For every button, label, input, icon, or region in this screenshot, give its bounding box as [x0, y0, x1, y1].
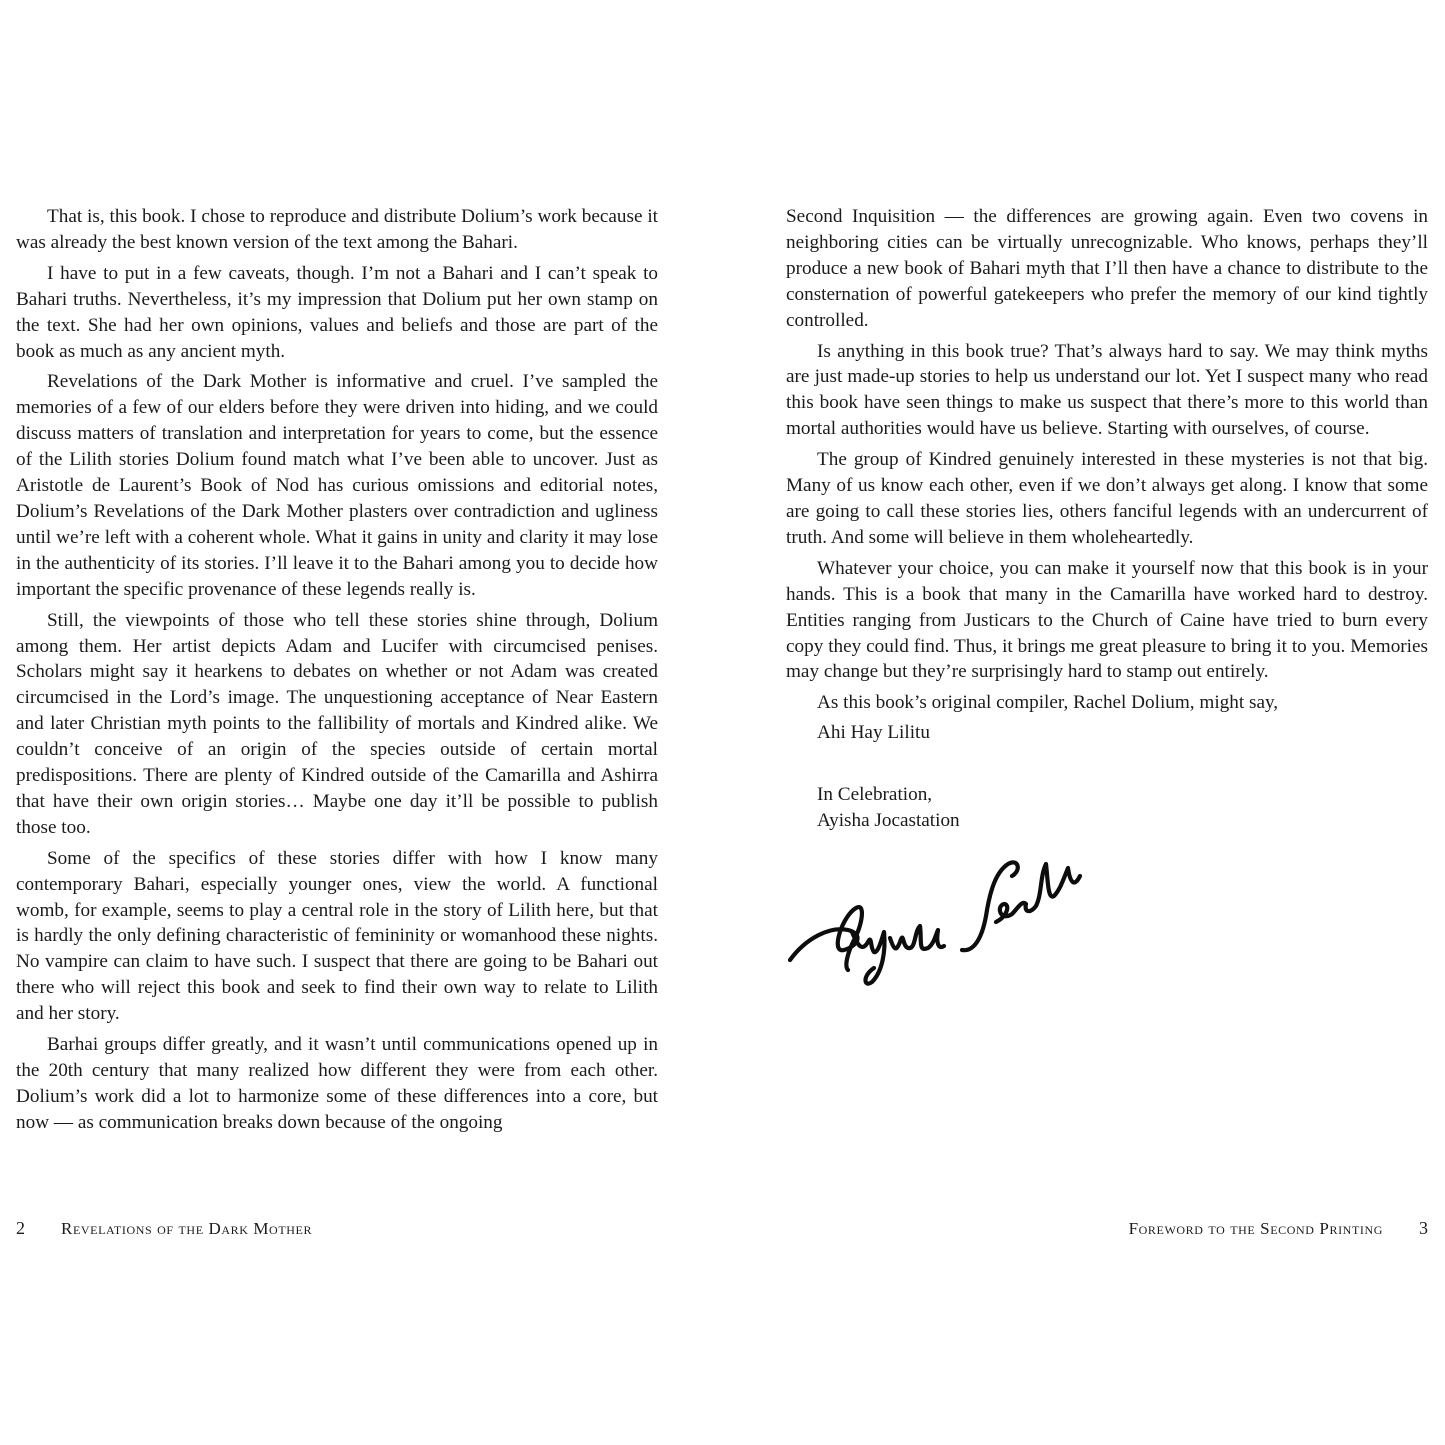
running-title: Foreword to the Second Printing: [1128, 1219, 1383, 1238]
salutation: Ahi Hay Lilitu: [817, 722, 930, 744]
handwritten-signature: [786, 842, 1096, 992]
paragraph: Barhai groups differ greatly, and it wasn’t until communications opened up in the 20th century that many realized how different they were from each other. Dolium’s work did a lot to harmonize some of these differences into a core, but now — as communication breaks down because of the ongoing: [16, 1034, 658, 1133]
right-page: [786, 204, 1428, 834]
left-page: [16, 204, 658, 1141]
running-title: Revelations of the Dark Mother: [61, 1219, 313, 1238]
paragraph: Revelations of the Dark Mother is informative and cruel. I’ve sampled the memories of a few of our elders before they were driven into hiding, and we could discuss matters of translation and interpretation for years to come, but the essence of the Lilith stories Dolium found match what I’ve been able to uncover. Just as Aristotle de Laurent’s Book of Nod has curious omissions and editorial notes, Dolium’s Revelations of the Dark Mother plasters over contradiction and ugliness until we’re left with a coherent whole. What it gains in unity and clarity it may lose in the authenticity of its stories. I’ll leave it to the Bahari among you to decide how important the specific provenance of these legends really is.: [16, 371, 658, 600]
paragraph: I have to put in a few caveats, though. I’m not a Bahari and I can’t speak to Bahari truths. Nevertheless, it’s my impression that Dolium put her own stamp on the text. She had her own opinions, values and beliefs and those are part of the book as much as any ancient myth.: [16, 262, 658, 362]
signoff: In Celebration,: [817, 784, 933, 806]
paragraph: That is, this book. I chose to reproduce and distribute Dolium’s work because it was already the best known version of the text among the Bahari.: [16, 206, 658, 253]
signature-text: Ayisha Jocastation: [786, 990, 794, 991]
page-number: 3: [1419, 1218, 1428, 1238]
paragraph: Still, the viewpoints of those who tell these stories shine through, Dolium among them. Her artist depicts Adam and Lucifer with circumcised penises. Scholars might say it hearkens to debates on whether or not Adam was created circumcised in the Lord’s image. The unquestioning acceptance of Near Eastern and later Christian myth points to the fallibility of mortals and Kindred alike. We couldn’t conceive of an origin of the species outside of certain mortal predispositions. There are plenty of Kindred outside of the Camarilla and Ashirra that have their own origin stories… Maybe one day it’ll be possible to publish those too.: [16, 609, 658, 838]
paragraph: Whatever your choice, you can make it yourself now that this book is in your hands. This is a book that many in the Camarilla have worked hard to destroy. Entities ranging from Justicars to the Church of Caine have tried to burn every copy they could find. Thus, it brings me great pleasure to bring it to you. Memories may change but they’re surprisingly hard to stamp out entirely.: [786, 557, 1428, 683]
author-name: Ayisha Jocastation: [817, 810, 960, 832]
paragraph: Some of the specifics of these stories differ with how I know many contemporary Bahari, especially younger ones, view the world. A functional womb, for example, seems to play a central role in the story of Lilith here, but that is hardly the only defining characteristic of femininity or womanhood these nights. No vampire can claim to have such. I suspect that there are going to be Bahari out there who will reject this book and seek to find their own way to relate to Lilith and her story.: [16, 847, 658, 1025]
paragraph: Is anything in this book true? That’s always hard to say. We may think myths are just made-up stories to help us understand our lot. Yet I suspect many who read this book have seen things to make us suspect that there’s more to this world than mortal authorities would have us believe. Starting with ourselves, of course.: [786, 340, 1428, 440]
closing-line: As this book’s original compiler, Rachel Dolium, might say,: [817, 692, 1279, 714]
page-number: 2: [16, 1218, 25, 1238]
left-footer: [16, 1218, 312, 1239]
continued-paragraph: Second Inquisition — the differences are growing again. Even two covens in neighboring cities can be virtually unrecognizable. Who knows, perhaps they’ll produce a new book of Bahari myth that I’ll then have a chance to distribute to the consternation of powerful gatekeepers who prefer the memory of our kind tightly controlled.: [786, 206, 1428, 331]
paragraph: The group of Kindred genuinely interested in these mysteries is not that big. Many of us know each other, even if we don’t always get along. I know that some are going to call these stories lies, others fanciful legends with an undercurrent of truth. And some will believe in them wholeheartedly.: [786, 449, 1428, 548]
right-footer: [1129, 1218, 1428, 1239]
